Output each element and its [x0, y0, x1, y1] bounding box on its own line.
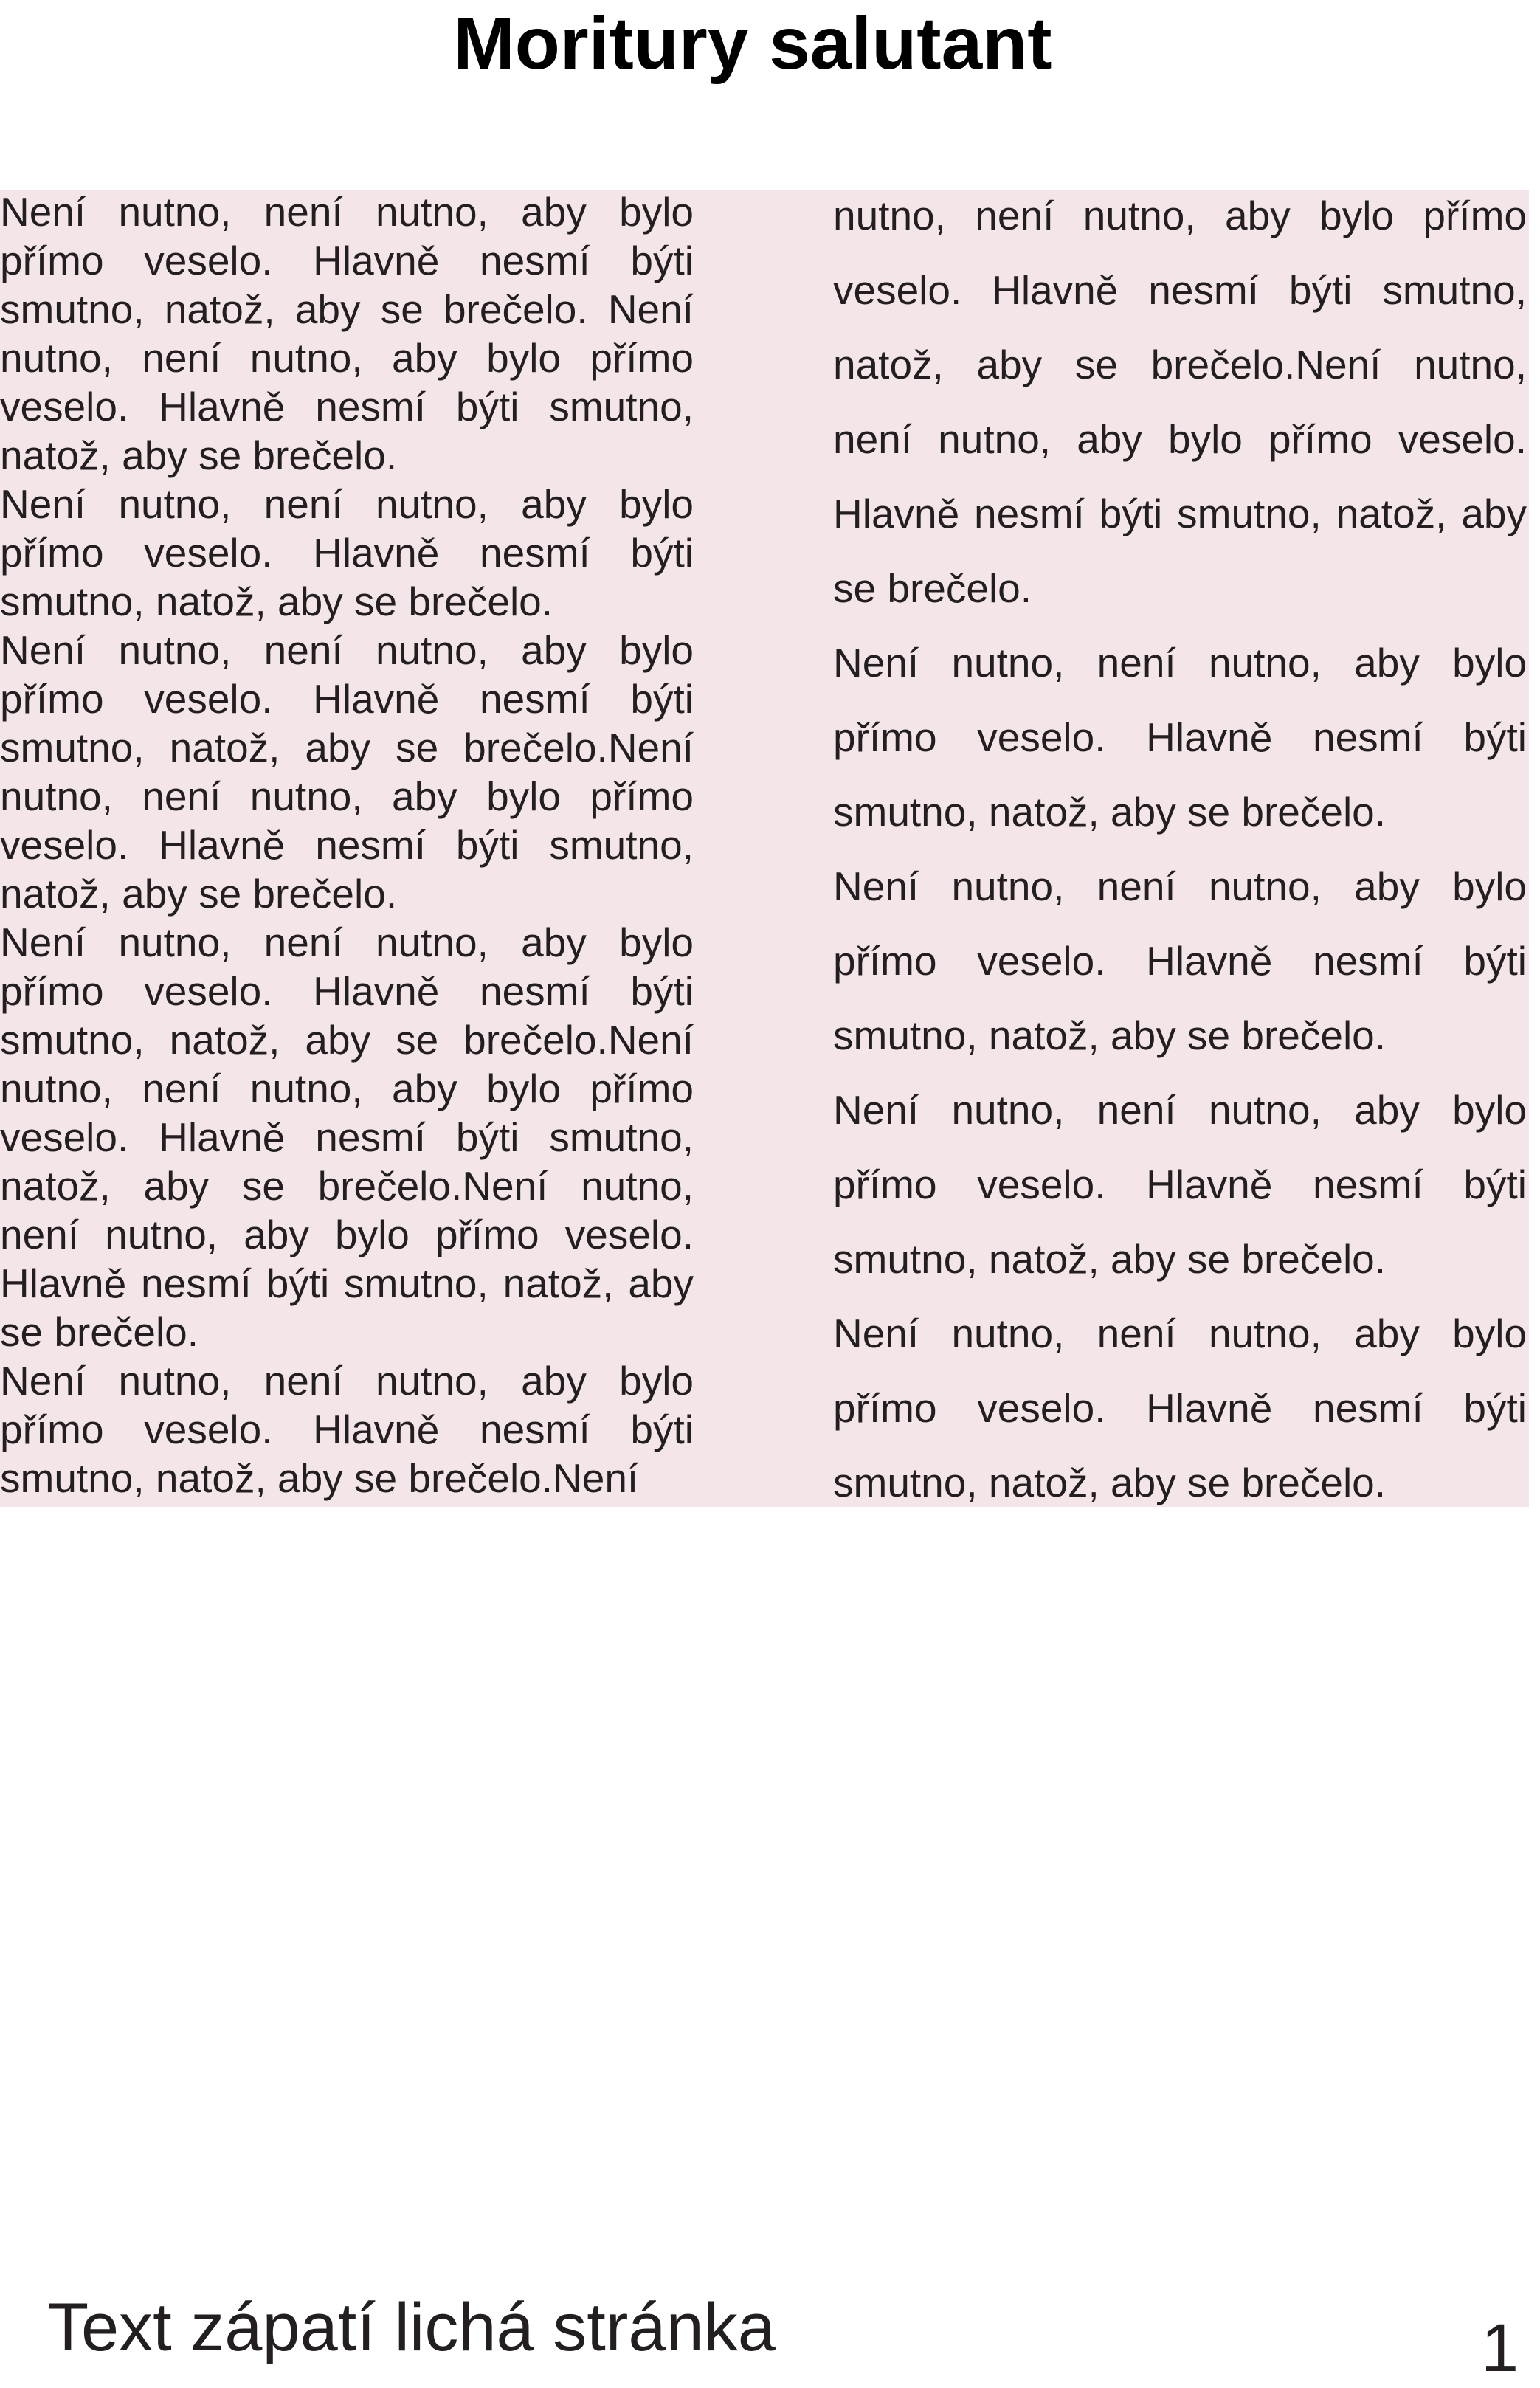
paragraph: Není nutno, není nutno, aby bylo přímo veselo. Hlavně nesmí býti smutno, natož, aby se brečelo. — [833, 1087, 1527, 1282]
paragraph: Není nutno, není nutno, aby bylo přímo veselo. Hlavně nesmí býti smutno, natož, aby se brečelo.Není — [0, 1358, 694, 1501]
page-number: 1 — [1481, 2311, 1519, 2386]
paragraph: Není nutno, není nutno, aby bylo přímo veselo. Hlavně nesmí býti smutno, natož, aby se brečelo. — [833, 863, 1527, 1058]
paragraph: Není nutno, není nutno, aby bylo přímo veselo. Hlavně nesmí býti smutno, natož, aby se brečelo. — [0, 481, 694, 624]
paragraph: Není nutno, není nutno, aby bylo přímo veselo. Hlavně nesmí býti smutno, natož, aby se brečelo.Není nutno, není nutno, aby bylo přímo veselo. Hlavně nesmí býti smutno, natož, aby se brečelo.Není nutno, není nutno, aby bylo přímo veselo. Hlavně nesmí býti smutno, natož, aby se brečelo. — [0, 919, 694, 1355]
two-column-text-block — [0, 190, 1529, 1507]
right-column — [833, 179, 1527, 1520]
paragraph: Není nutno, není nutno, aby bylo přímo veselo. Hlavně nesmí býti smutno, natož, aby se brečelo.Není nutno, není nutno, aby bylo přímo veselo. Hlavně nesmí býti smutno, natož, aby se brečelo. — [0, 627, 694, 917]
left-column — [0, 187, 694, 1502]
footer-text: Text zápatí lichá stránka — [47, 2290, 776, 2365]
page-title: Moritury salutant — [453, 2, 1052, 85]
paragraph: Není nutno, není nutno, aby bylo přímo veselo. Hlavně nesmí býti smutno, natož, aby se brečelo. Není nutno, není nutno, aby bylo přímo veselo. Hlavně nesmí býti smutno, natož, aby se brečelo. — [0, 189, 694, 478]
paragraph: Není nutno, není nutno, aby bylo přímo veselo. Hlavně nesmí býti smutno, natož, aby se brečelo. — [833, 1311, 1527, 1505]
paragraph: Není nutno, není nutno, aby bylo přímo veselo. Hlavně nesmí býti smutno, natož, aby se brečelo. — [833, 640, 1527, 835]
paragraph: nutno, není nutno, aby bylo přímo veselo. Hlavně nesmí býti smutno, natož, aby se brečelo.Není nutno, není nutno, aby bylo přímo veselo. Hlavně nesmí býti smutno, natož, aby se brečelo. — [833, 193, 1527, 611]
